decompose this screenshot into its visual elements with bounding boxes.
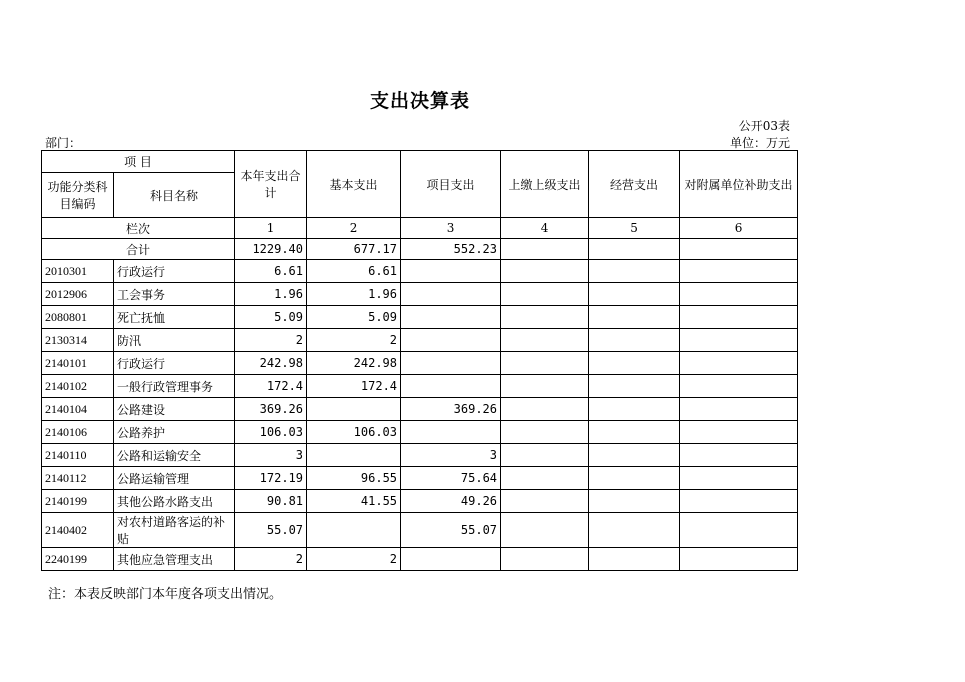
value-cell: 2 xyxy=(235,548,307,571)
table-row xyxy=(42,260,798,283)
value-cell: 2 xyxy=(307,548,401,571)
subject-name: 防汛 xyxy=(114,329,235,352)
value-cell: 242.98 xyxy=(235,352,307,375)
table-row xyxy=(42,306,798,329)
value-cell xyxy=(680,467,798,490)
value-cell xyxy=(680,283,798,306)
value-cell xyxy=(680,260,798,283)
value-cell xyxy=(501,283,589,306)
value-cell: 2 xyxy=(307,329,401,352)
value-cell xyxy=(589,329,680,352)
value-cell: 6.61 xyxy=(307,260,401,283)
table-row xyxy=(42,513,798,548)
header-col-1: 本年支出合计 xyxy=(235,151,307,218)
value-cell: 369.26 xyxy=(235,398,307,421)
value-cell xyxy=(501,444,589,467)
value-cell xyxy=(589,548,680,571)
value-cell xyxy=(680,352,798,375)
value-cell xyxy=(589,398,680,421)
value-cell xyxy=(401,421,501,444)
value-cell: 75.64 xyxy=(401,467,501,490)
value-cell xyxy=(589,513,680,548)
value-cell xyxy=(501,260,589,283)
value-cell xyxy=(589,490,680,513)
value-cell xyxy=(501,398,589,421)
value-cell: 106.03 xyxy=(307,421,401,444)
value-cell: 5.09 xyxy=(235,306,307,329)
value-cell: 172.19 xyxy=(235,467,307,490)
value-cell xyxy=(589,283,680,306)
value-cell: 172.4 xyxy=(307,375,401,398)
total-value xyxy=(589,239,680,260)
func-code: 2012906 xyxy=(42,283,114,306)
value-cell: 106.03 xyxy=(235,421,307,444)
func-code: 2140104 xyxy=(42,398,114,421)
func-code: 2140112 xyxy=(42,467,114,490)
value-cell: 3 xyxy=(401,444,501,467)
value-cell xyxy=(307,444,401,467)
col-num: 4 xyxy=(501,218,589,239)
value-cell xyxy=(501,467,589,490)
table-row xyxy=(42,548,798,571)
value-cell xyxy=(501,375,589,398)
department-label: 部门： xyxy=(45,136,82,150)
subject-name: 死亡抚恤 xyxy=(114,306,235,329)
total-value: 1229.40 xyxy=(235,239,307,260)
total-value: 677.17 xyxy=(307,239,401,260)
value-cell xyxy=(401,306,501,329)
table-row xyxy=(42,352,798,375)
value-cell xyxy=(501,421,589,444)
value-cell xyxy=(401,352,501,375)
total-row xyxy=(42,239,798,260)
value-cell xyxy=(680,398,798,421)
subject-name: 公路运输管理 xyxy=(114,467,235,490)
value-cell xyxy=(589,306,680,329)
value-cell: 55.07 xyxy=(235,513,307,548)
value-cell xyxy=(680,421,798,444)
func-code: 2140101 xyxy=(42,352,114,375)
value-cell xyxy=(680,513,798,548)
table-row xyxy=(42,444,798,467)
subject-name: 公路和运输安全 xyxy=(114,444,235,467)
col-num: 5 xyxy=(589,218,680,239)
footnote: 注：本表反映部门本年度各项支出情况。 xyxy=(48,587,283,602)
func-code: 2080801 xyxy=(42,306,114,329)
col-num: 1 xyxy=(235,218,307,239)
value-cell: 369.26 xyxy=(401,398,501,421)
header-col-5: 经营支出 xyxy=(589,151,680,218)
header-col-4: 上缴上级支出 xyxy=(501,151,589,218)
col-num: 3 xyxy=(401,218,501,239)
table-row xyxy=(42,490,798,513)
value-cell xyxy=(401,329,501,352)
header-subject-name: 科目名称 xyxy=(114,173,235,218)
value-cell xyxy=(401,375,501,398)
value-cell xyxy=(307,513,401,548)
value-cell xyxy=(589,421,680,444)
header-col-2: 基本支出 xyxy=(307,151,401,218)
func-code: 2140102 xyxy=(42,375,114,398)
value-cell xyxy=(680,490,798,513)
value-cell xyxy=(501,352,589,375)
public-table-number: 公开03表 xyxy=(738,119,790,133)
total-label: 合计 xyxy=(42,239,235,260)
value-cell: 90.81 xyxy=(235,490,307,513)
value-cell: 6.61 xyxy=(235,260,307,283)
func-code: 2140106 xyxy=(42,421,114,444)
value-cell: 5.09 xyxy=(307,306,401,329)
func-code: 2240199 xyxy=(42,548,114,571)
subject-name: 对农村道路客运的补贴 xyxy=(114,513,235,548)
subject-name: 工会事务 xyxy=(114,283,235,306)
value-cell xyxy=(501,513,589,548)
value-cell: 2 xyxy=(235,329,307,352)
value-cell xyxy=(307,398,401,421)
header-item: 项 目 xyxy=(42,151,235,173)
func-code: 2140402 xyxy=(42,513,114,548)
table-row xyxy=(42,375,798,398)
value-cell: 172.4 xyxy=(235,375,307,398)
table-row xyxy=(42,421,798,444)
col-num: 2 xyxy=(307,218,401,239)
value-cell: 242.98 xyxy=(307,352,401,375)
value-cell: 3 xyxy=(235,444,307,467)
func-code: 2130314 xyxy=(42,329,114,352)
expenditure-table xyxy=(41,150,798,571)
value-cell xyxy=(589,260,680,283)
value-cell xyxy=(680,444,798,467)
header-lanci: 栏次 xyxy=(42,218,235,239)
value-cell: 49.26 xyxy=(401,490,501,513)
unit-label: 单位：万元 xyxy=(729,136,790,150)
subject-name: 其他应急管理支出 xyxy=(114,548,235,571)
subject-name: 一般行政管理事务 xyxy=(114,375,235,398)
value-cell: 41.55 xyxy=(307,490,401,513)
total-value: 552.23 xyxy=(401,239,501,260)
table-row xyxy=(42,398,798,421)
value-cell: 1.96 xyxy=(235,283,307,306)
func-code: 2140199 xyxy=(42,490,114,513)
subject-name: 其他公路水路支出 xyxy=(114,490,235,513)
table-row xyxy=(42,467,798,490)
value-cell: 55.07 xyxy=(401,513,501,548)
header-col-6: 对附属单位补助支出 xyxy=(680,151,798,218)
table-row xyxy=(42,329,798,352)
col-num: 6 xyxy=(680,218,798,239)
subject-name: 行政运行 xyxy=(114,352,235,375)
value-cell: 1.96 xyxy=(307,283,401,306)
total-value xyxy=(680,239,798,260)
header-col-3: 项目支出 xyxy=(401,151,501,218)
value-cell xyxy=(401,260,501,283)
value-cell xyxy=(680,306,798,329)
subject-name: 公路养护 xyxy=(114,421,235,444)
header-func-code: 功能分类科目编码 xyxy=(42,173,114,218)
value-cell xyxy=(680,548,798,571)
value-cell: 96.55 xyxy=(307,467,401,490)
value-cell xyxy=(501,548,589,571)
value-cell xyxy=(501,306,589,329)
value-cell xyxy=(501,329,589,352)
total-value xyxy=(501,239,589,260)
value-cell xyxy=(401,548,501,571)
value-cell xyxy=(401,283,501,306)
func-code: 2140110 xyxy=(42,444,114,467)
subject-name: 公路建设 xyxy=(114,398,235,421)
value-cell xyxy=(501,490,589,513)
value-cell xyxy=(589,444,680,467)
value-cell xyxy=(680,329,798,352)
value-cell xyxy=(589,467,680,490)
value-cell xyxy=(680,375,798,398)
page-title: 支出决算表 xyxy=(369,90,470,112)
func-code: 2010301 xyxy=(42,260,114,283)
value-cell xyxy=(589,352,680,375)
table-row xyxy=(42,283,798,306)
value-cell xyxy=(589,375,680,398)
subject-name: 行政运行 xyxy=(114,260,235,283)
